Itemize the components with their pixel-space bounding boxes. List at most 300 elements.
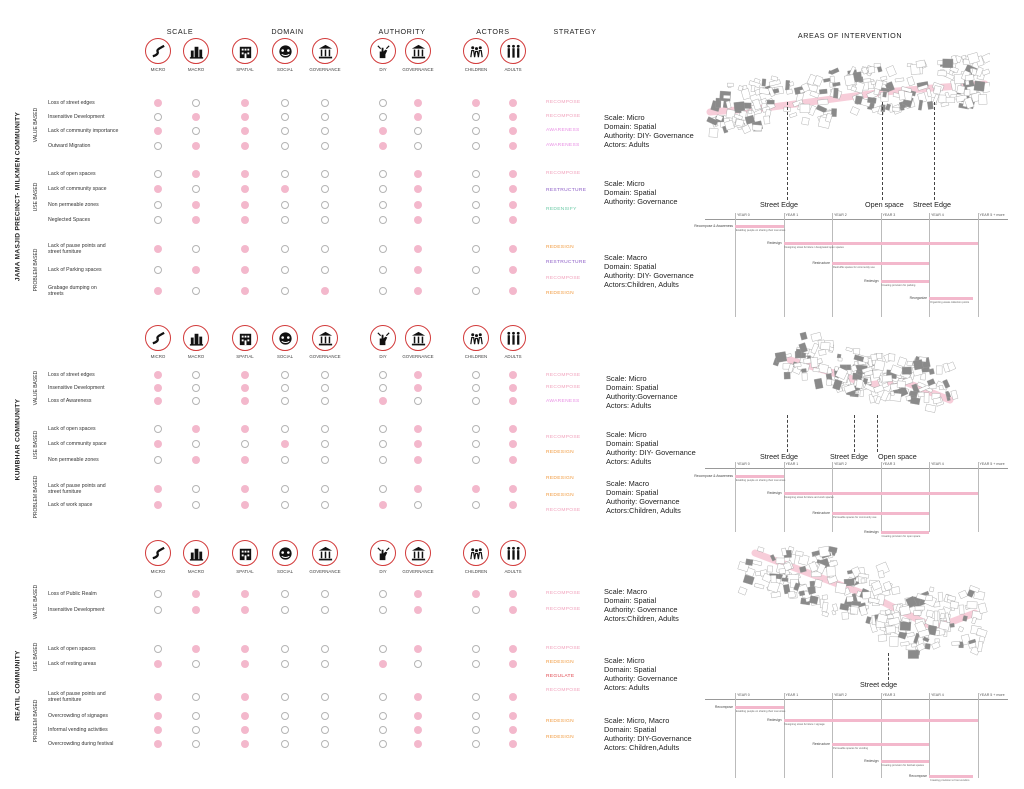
icon-label: MICRO <box>150 354 166 359</box>
filled-dot <box>241 113 250 122</box>
filled-dot <box>192 266 201 275</box>
empty-dot <box>154 201 163 210</box>
filled-dot <box>241 645 250 654</box>
summary-line: Scale: Micro <box>606 374 647 383</box>
empty-dot <box>414 660 423 669</box>
year-gridline <box>881 213 882 317</box>
filled-dot <box>241 201 250 210</box>
filled-dot <box>241 712 250 721</box>
strategy-label: REDESIGN <box>546 476 574 481</box>
year-gridline <box>881 462 882 532</box>
macro-city-icon <box>183 540 209 566</box>
empty-dot <box>472 660 481 669</box>
site-map <box>705 42 990 157</box>
empty-dot <box>472 645 481 654</box>
summary-line: Actors: Adults <box>606 456 652 466</box>
year-label: YEAR 4 <box>931 693 944 697</box>
site-map <box>750 320 960 430</box>
filled-dot <box>509 425 518 434</box>
timeline-bar-label: Redesign <box>864 279 879 283</box>
empty-dot <box>379 185 388 194</box>
site-map <box>735 543 990 673</box>
empty-dot <box>472 113 481 122</box>
filled-dot <box>509 712 518 721</box>
timeline-bar-label: Reorganize <box>909 296 927 300</box>
summary-line: Authority: Governance <box>604 604 678 614</box>
map-area-label: Street Edge <box>830 452 868 461</box>
filled-dot <box>509 485 518 494</box>
empty-dot <box>472 606 481 615</box>
empty-dot <box>154 645 163 654</box>
year-gridline <box>929 693 930 778</box>
filled-dot <box>414 99 423 108</box>
empty-dot <box>379 456 388 465</box>
filled-dot <box>509 440 518 449</box>
filled-dot <box>509 245 518 254</box>
filled-dot <box>192 216 201 225</box>
icon-label: DIY <box>379 67 387 72</box>
filled-dot <box>241 485 250 494</box>
strategy-label: RECOMPOSE <box>546 607 581 612</box>
filled-dot <box>509 384 518 393</box>
empty-dot <box>414 127 423 136</box>
timeline-bar <box>881 280 930 283</box>
empty-dot <box>192 485 201 494</box>
empty-dot <box>192 245 201 254</box>
summary-line: Domain: Spatial <box>604 724 657 734</box>
strategy-label: RECOMPOSE <box>546 435 581 440</box>
timeline-bar-label: Restructure <box>812 261 830 265</box>
social-hands-icon <box>272 38 298 64</box>
community-title: REATIL COMMUNITY <box>14 650 22 721</box>
timeline-axis <box>705 468 1008 469</box>
year-gridline <box>735 462 736 532</box>
timeline-bar <box>832 743 929 746</box>
icon-label: GOVERNANCE <box>402 354 434 359</box>
problem-label: Insensitive Development <box>48 385 105 391</box>
year-label: YEAR 2 <box>834 693 847 697</box>
empty-dot <box>281 201 290 210</box>
empty-dot <box>281 606 290 615</box>
timeline-bar-note: Creating provision to host vendors <box>930 779 970 782</box>
filled-dot <box>379 142 388 151</box>
icon-label: MACRO <box>187 354 205 359</box>
year-label: YEAR 3 <box>882 462 896 466</box>
filled-dot <box>509 216 518 225</box>
problem-label <box>48 483 106 495</box>
empty-dot <box>379 99 388 108</box>
icon-label: ADULTS <box>504 67 522 72</box>
summary-line: Scale: Micro <box>604 113 645 122</box>
area-pointer-line <box>787 415 788 452</box>
empty-dot <box>379 201 388 210</box>
icon-label: SPATIAL <box>236 354 254 359</box>
empty-dot <box>281 127 290 136</box>
empty-dot <box>379 170 388 179</box>
empty-dot <box>379 606 388 615</box>
empty-dot <box>241 440 250 449</box>
year-label: YEAR 4 <box>931 462 944 466</box>
timeline-bar-label: Recompose <box>908 774 927 778</box>
empty-dot <box>472 384 481 393</box>
diy-hand-icon <box>370 38 396 64</box>
empty-dot <box>281 113 290 122</box>
empty-dot <box>281 287 290 296</box>
empty-dot <box>154 606 163 615</box>
problem-label: Loss of Public Realm <box>48 591 97 597</box>
problem-label: Lack of community space <box>48 186 107 192</box>
strategy-summary <box>604 254 694 290</box>
timeline-bar <box>735 225 784 228</box>
timeline-bar-label: Redesign <box>864 759 879 763</box>
filled-dot <box>509 201 518 210</box>
strategy-label: AWARENESS <box>546 399 580 404</box>
filled-dot <box>509 726 518 735</box>
filled-dot <box>241 456 250 465</box>
problem-label: Loss of street edges <box>48 372 95 378</box>
filled-dot <box>509 660 518 669</box>
filled-dot <box>509 99 518 108</box>
macro-city-icon <box>183 325 209 351</box>
summary-line: Domain: Spatial <box>606 438 659 448</box>
filled-dot <box>192 142 201 151</box>
social-hands-icon <box>272 540 298 566</box>
summary-line: Domain: Spatial <box>604 595 657 605</box>
empty-dot <box>321 384 330 393</box>
filled-dot <box>414 456 423 465</box>
empty-dot <box>472 216 481 225</box>
filled-dot <box>414 216 423 225</box>
timeline-bar-note: Designing street furniture / signage <box>784 723 825 726</box>
summary-line: Domain: Spatial <box>606 382 659 392</box>
timeline-bar-note: Creating provision for open space <box>881 535 921 538</box>
filled-dot <box>241 501 250 510</box>
strategy-label: REDESIGN <box>546 660 574 665</box>
map-area-label: Street Edge <box>760 200 798 209</box>
filled-dot <box>509 371 518 380</box>
filled-dot <box>241 99 250 108</box>
problem-label: Neglected Spaces <box>48 217 91 223</box>
timeline-bar-label: Restructure <box>812 511 830 515</box>
icon-label: CHILDREN <box>464 569 488 574</box>
summary-line: Scale: Micro <box>604 179 645 188</box>
year-gridline <box>929 462 930 532</box>
empty-dot <box>321 606 330 615</box>
icon-label: MACRO <box>187 67 205 72</box>
strategy-summary <box>606 375 677 411</box>
problem-label-line: street furniture <box>48 489 82 495</box>
diy-hand-icon <box>370 325 396 351</box>
empty-dot <box>414 397 423 406</box>
filled-dot <box>241 397 250 406</box>
summary-line: Authority: DIY- Governance <box>604 130 694 140</box>
summary-line: Authority: Governance <box>604 673 678 683</box>
empty-dot <box>472 397 481 406</box>
filled-dot <box>241 127 250 136</box>
area-pointer-line <box>888 653 889 680</box>
icon-label: ADULTS <box>504 569 522 574</box>
problem-label: Non permeable zones <box>48 457 99 463</box>
group-label: PROBLEM BASED <box>33 248 39 292</box>
filled-dot <box>414 693 423 702</box>
empty-dot <box>154 216 163 225</box>
empty-dot <box>281 712 290 721</box>
empty-dot <box>281 142 290 151</box>
empty-dot <box>472 266 481 275</box>
map-area-label: Street edge <box>860 680 898 689</box>
summary-line: Authority: DIY- Governance <box>606 447 696 457</box>
filled-dot <box>414 113 423 122</box>
governance-pillar-icon <box>312 325 338 351</box>
strategy-label: RECOMPOSE <box>546 591 581 596</box>
timeline-bar-note: Permeable spaces for vending <box>833 747 869 750</box>
filled-dot <box>414 384 423 393</box>
icon-label: GOVERNANCE <box>309 354 341 359</box>
empty-dot <box>281 660 290 669</box>
empty-dot <box>192 740 201 749</box>
timeline-bar-label: Redesign <box>767 241 782 245</box>
governance-pillar-icon <box>405 540 431 566</box>
empty-dot <box>379 645 388 654</box>
filled-dot <box>241 170 250 179</box>
filled-dot <box>241 693 250 702</box>
empty-dot <box>192 693 201 702</box>
icon-label: DIY <box>379 569 387 574</box>
icon-label: DIY <box>379 354 387 359</box>
strategy-label: REDESIGN <box>546 450 574 455</box>
filled-dot <box>241 740 250 749</box>
year-gridline <box>978 462 979 532</box>
empty-dot <box>379 425 388 434</box>
problem-label <box>48 285 97 297</box>
filled-dot <box>192 645 201 654</box>
group-label: PROBLEM BASED <box>33 699 39 742</box>
empty-dot <box>281 485 290 494</box>
empty-dot <box>472 201 481 210</box>
spatial-building-icon <box>232 325 258 351</box>
filled-dot <box>509 287 518 296</box>
empty-dot <box>281 645 290 654</box>
empty-dot <box>192 185 201 194</box>
filled-dot <box>192 201 201 210</box>
group-label: VALUE BASED <box>33 584 39 620</box>
filled-dot <box>414 726 423 735</box>
empty-dot <box>472 371 481 380</box>
empty-dot <box>472 185 481 194</box>
timeline-bar-note: Designing street furniture / designated open spaces <box>784 246 844 249</box>
problem-label: Lack of community importance <box>48 128 119 134</box>
group-label: VALUE BASED <box>33 370 39 406</box>
children-group-icon <box>463 38 489 64</box>
adults-group-icon <box>500 540 526 566</box>
filled-dot <box>154 99 163 108</box>
area-pointer-line <box>877 415 878 452</box>
community-title: KUMBHAR COMMUNITY <box>14 398 22 481</box>
empty-dot <box>281 456 290 465</box>
empty-dot <box>379 266 388 275</box>
group-label: PROBLEM BASED <box>33 475 39 519</box>
filled-dot <box>509 606 518 615</box>
empty-dot <box>472 425 481 434</box>
filled-dot <box>154 740 163 749</box>
empty-dot <box>379 590 388 599</box>
empty-dot <box>192 726 201 735</box>
filled-dot <box>414 287 423 296</box>
empty-dot <box>321 740 330 749</box>
filled-dot <box>414 440 423 449</box>
strategy-label: RECOMPOSE <box>546 171 581 176</box>
empty-dot <box>379 712 388 721</box>
filled-dot <box>379 660 388 669</box>
strategy-label: REDESIGN <box>546 719 574 724</box>
empty-dot <box>192 440 201 449</box>
filled-dot <box>509 170 518 179</box>
empty-dot <box>154 170 163 179</box>
icon-label: SOCIAL <box>276 354 294 359</box>
strategy-summary <box>604 180 678 207</box>
summary-line: Actors:Children, Adults <box>604 279 679 289</box>
filled-dot <box>414 425 423 434</box>
filled-dot <box>154 726 163 735</box>
timeline-bar <box>881 531 930 534</box>
empty-dot <box>192 127 201 136</box>
empty-dot <box>192 712 201 721</box>
area-pointer-line <box>882 102 883 200</box>
empty-dot <box>472 170 481 179</box>
strategy-label: RECOMPOSE <box>546 385 581 390</box>
filled-dot <box>154 485 163 494</box>
empty-dot <box>192 501 201 510</box>
filled-dot <box>509 590 518 599</box>
filled-dot <box>414 170 423 179</box>
icon-label: SPATIAL <box>236 67 254 72</box>
empty-dot <box>281 216 290 225</box>
problem-label: Overcrowding of signages <box>48 713 108 719</box>
problem-label: Outward Migration <box>48 143 91 149</box>
strategy-label: REGULATE <box>546 674 575 679</box>
year-label: YEAR 2 <box>834 462 847 466</box>
empty-dot <box>281 99 290 108</box>
year-label: YEAR 0 <box>737 462 750 466</box>
empty-dot <box>154 456 163 465</box>
empty-dot <box>321 693 330 702</box>
filled-dot <box>154 287 163 296</box>
filled-dot <box>509 501 518 510</box>
area-pointer-line <box>854 415 855 452</box>
timeline-bar-label: Recompose <box>714 705 733 709</box>
filled-dot <box>154 397 163 406</box>
summary-line: Scale: Micro, Macro <box>604 716 670 725</box>
header-authority: AUTHORITY <box>378 27 426 36</box>
timeline-bar <box>881 760 930 763</box>
strategy-label: REDESIGN <box>546 291 574 296</box>
micro-path-icon <box>145 38 171 64</box>
empty-dot <box>192 384 201 393</box>
timeline-bar <box>735 475 784 478</box>
strategy-label: RECOMPOSE <box>546 508 581 513</box>
problem-label-line: street furniture <box>48 697 82 703</box>
timeline-bar-label: Recompose & Awareness <box>694 474 733 478</box>
timeline-bar <box>832 512 929 515</box>
filled-dot <box>192 170 201 179</box>
area-pointer-line <box>787 102 788 200</box>
problem-label: Loss of street edges <box>48 100 95 106</box>
strategy-summary <box>606 431 696 467</box>
empty-dot <box>379 440 388 449</box>
governance-pillar-icon <box>312 540 338 566</box>
empty-dot <box>472 726 481 735</box>
empty-dot <box>472 693 481 702</box>
filled-dot <box>379 127 388 136</box>
problem-label: Insensitive Development <box>48 607 105 613</box>
empty-dot <box>281 425 290 434</box>
problem-label-line: streets <box>48 291 64 297</box>
empty-dot <box>414 501 423 510</box>
strategy-summary <box>604 588 679 624</box>
filled-dot <box>509 645 518 654</box>
problem-label: Lack of open spaces <box>48 646 96 652</box>
empty-dot <box>321 660 330 669</box>
icon-label: MICRO <box>150 569 166 574</box>
header-actors: ACTORS <box>476 27 510 36</box>
problem-label: Lack of open spaces <box>48 171 96 177</box>
summary-line: Authority:Governance <box>606 391 678 401</box>
problem-label: Lack of work space <box>48 502 93 508</box>
strategy-summary <box>606 480 681 516</box>
adults-group-icon <box>500 38 526 64</box>
strategy-label: AWARENESS <box>546 128 580 133</box>
header-strategy: STRATEGY <box>553 27 597 36</box>
filled-dot <box>509 397 518 406</box>
empty-dot <box>154 590 163 599</box>
timeline-bar-note: Permeable spaces for community use <box>833 516 877 519</box>
filled-dot <box>414 712 423 721</box>
empty-dot <box>281 170 290 179</box>
empty-dot <box>321 185 330 194</box>
year-gridline <box>978 693 979 778</box>
timeline-bar-label: Recompose & Awareness <box>694 224 733 228</box>
empty-dot <box>281 693 290 702</box>
empty-dot <box>281 726 290 735</box>
micro-path-icon <box>145 325 171 351</box>
strategy-label: REDESIGN <box>546 245 574 250</box>
year-label: YEAR 3 <box>882 213 896 217</box>
summary-line: Domain: Spatial <box>604 187 657 197</box>
community-title: JAMA MASJID PRECINCT- MILKMEN COMMUNITY <box>14 111 22 282</box>
icon-label: GOVERNANCE <box>309 67 341 72</box>
strategy-summary <box>604 717 692 753</box>
filled-dot <box>509 266 518 275</box>
summary-line: Scale: Macro <box>604 587 648 596</box>
summary-line: Authority: Governance <box>604 196 678 206</box>
empty-dot <box>472 456 481 465</box>
empty-dot <box>321 456 330 465</box>
empty-dot <box>154 142 163 151</box>
empty-dot <box>321 397 330 406</box>
timeline-bar-note: Enabling people on sharing their memories <box>736 710 786 713</box>
filled-dot <box>414 245 423 254</box>
filled-dot <box>154 440 163 449</box>
year-label: YEAR 5 + more <box>979 693 1005 697</box>
year-label: YEAR 5 + more <box>979 462 1005 466</box>
filled-dot <box>241 185 250 194</box>
empty-dot <box>379 371 388 380</box>
empty-dot <box>154 425 163 434</box>
timeline-bar-label: Redesign <box>767 491 782 495</box>
strategy-label: REDESIGN <box>546 493 574 498</box>
timeline-bar-note: Enabling people on sharing their memories <box>736 479 786 482</box>
empty-dot <box>321 425 330 434</box>
